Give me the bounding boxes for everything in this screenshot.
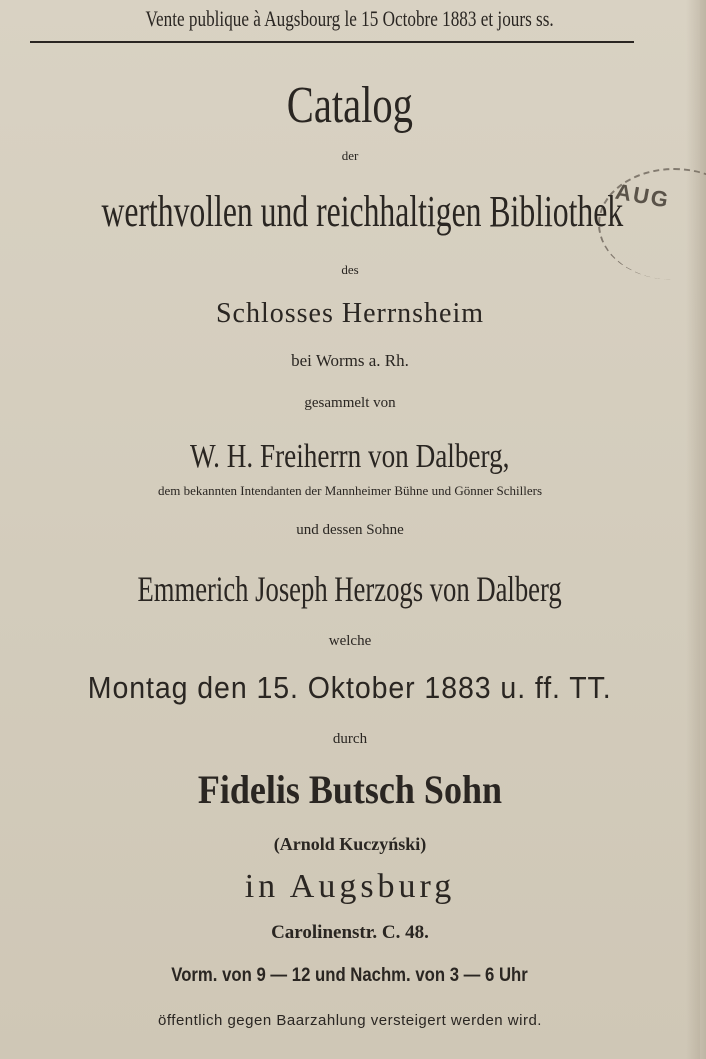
collector-text: W. H. Freiherrn von Dalberg, <box>190 438 510 475</box>
by-line: durch <box>332 731 368 747</box>
word-der: der <box>341 148 359 163</box>
son-intro-line: und dessen Sohne <box>296 522 404 538</box>
address-line: Carolinenstr. C. 48. <box>271 922 429 943</box>
collector-description: dem bekannten Intendanten der Mannheimer Bühne und Gönner Schillers <box>157 483 543 498</box>
title-text: Catalog <box>286 77 414 134</box>
location-line: bei Worms a. Rh. <box>291 351 409 370</box>
word-des: des <box>341 262 359 277</box>
firm-text: Fidelis Butsch Sohn <box>197 767 503 812</box>
son-text: Emmerich Joseph Herzogs von Dalberg <box>137 569 563 609</box>
date-text: Montag den 15. Oktober 1883 u. ff. TT. <box>88 670 612 705</box>
which-line: welche <box>328 633 372 649</box>
page-edge-shadow <box>686 0 706 1059</box>
firm-name <box>0 766 700 813</box>
library-text: werthvollen und reichhaltigen Bibliothek <box>101 187 624 236</box>
closing-line: öffentlich gegen Baarzahlung versteigert werden wird. <box>158 1012 542 1029</box>
castle-name: Schlosses Herrnsheim <box>215 298 485 329</box>
son-name <box>0 568 700 610</box>
collector-name <box>0 438 700 476</box>
auction-date <box>0 670 700 706</box>
header-rule <box>30 41 634 43</box>
hours-text: Vorm. von 9 — 12 und Nachm. von 3 — 6 Uhr <box>171 965 529 986</box>
catalog-title <box>0 76 700 135</box>
city-line: in Augsburg <box>244 868 456 905</box>
library-stamp: AUG <box>613 178 672 213</box>
header-text: Vente publique à Augsbourg le 15 Octobre 1883 et jours ss. <box>145 6 555 31</box>
library-title <box>0 186 700 237</box>
owner-line: (Arnold Kuczyński) <box>273 834 427 854</box>
hours-line <box>0 965 700 987</box>
collected-by-line: gesammelt von <box>304 395 396 411</box>
header-line <box>0 6 700 32</box>
